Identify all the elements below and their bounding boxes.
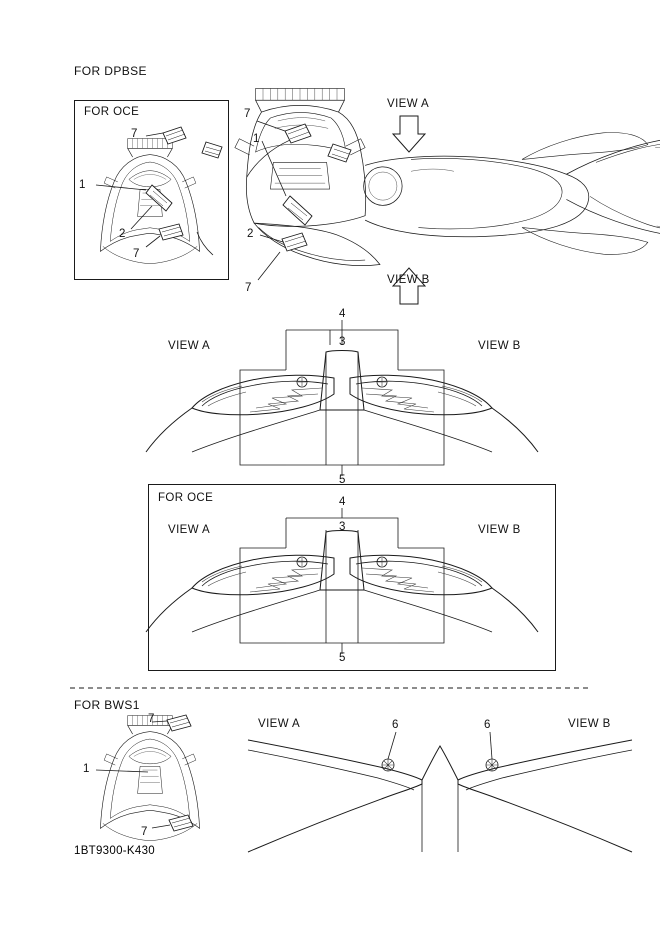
callout-bws1-6a: 6 <box>392 719 399 731</box>
view-a-label-oce: VIEW A <box>168 524 211 536</box>
callout-inset-1: 1 <box>79 179 86 191</box>
section-title-dpbse: FOR DPBSE <box>74 64 147 78</box>
callout-main-1: 1 <box>253 133 260 145</box>
callout-main-7b: 7 <box>245 282 252 294</box>
view-b-label-top: VIEW B <box>387 274 430 286</box>
callout-main-2: 2 <box>247 228 254 240</box>
callout-bws1-1: 1 <box>83 763 90 775</box>
oce-title: FOR OCE <box>158 492 214 504</box>
callout-bws1-6b: 6 <box>484 719 491 731</box>
view-a-label-middle: VIEW A <box>168 340 211 352</box>
callout-main-7a: 7 <box>244 108 251 120</box>
view-a-label-top: VIEW A <box>387 98 430 110</box>
callout-oce-4: 4 <box>339 496 346 508</box>
callout-bws1-7a: 7 <box>148 713 155 725</box>
callout-inset-7b: 7 <box>133 248 140 260</box>
callout-middle-4: 4 <box>339 308 346 320</box>
bws1-title: FOR BWS1 <box>74 698 140 712</box>
view-b-label-bws1: VIEW B <box>568 718 611 730</box>
part-number: 1BT9300-K430 <box>74 845 155 857</box>
callout-bws1-7b: 7 <box>141 826 148 838</box>
inset-title-oce: FOR OCE <box>84 106 140 118</box>
callout-middle-5: 5 <box>339 474 346 486</box>
callout-inset-7a: 7 <box>131 128 138 140</box>
view-b-label-oce: VIEW B <box>478 524 521 536</box>
callout-inset-2: 2 <box>119 228 126 240</box>
view-a-label-bws1: VIEW A <box>258 718 301 730</box>
callout-oce-5: 5 <box>339 652 346 664</box>
callout-oce-3: 3 <box>339 521 346 533</box>
view-b-label-middle: VIEW B <box>478 340 521 352</box>
callout-middle-3: 3 <box>339 336 346 348</box>
